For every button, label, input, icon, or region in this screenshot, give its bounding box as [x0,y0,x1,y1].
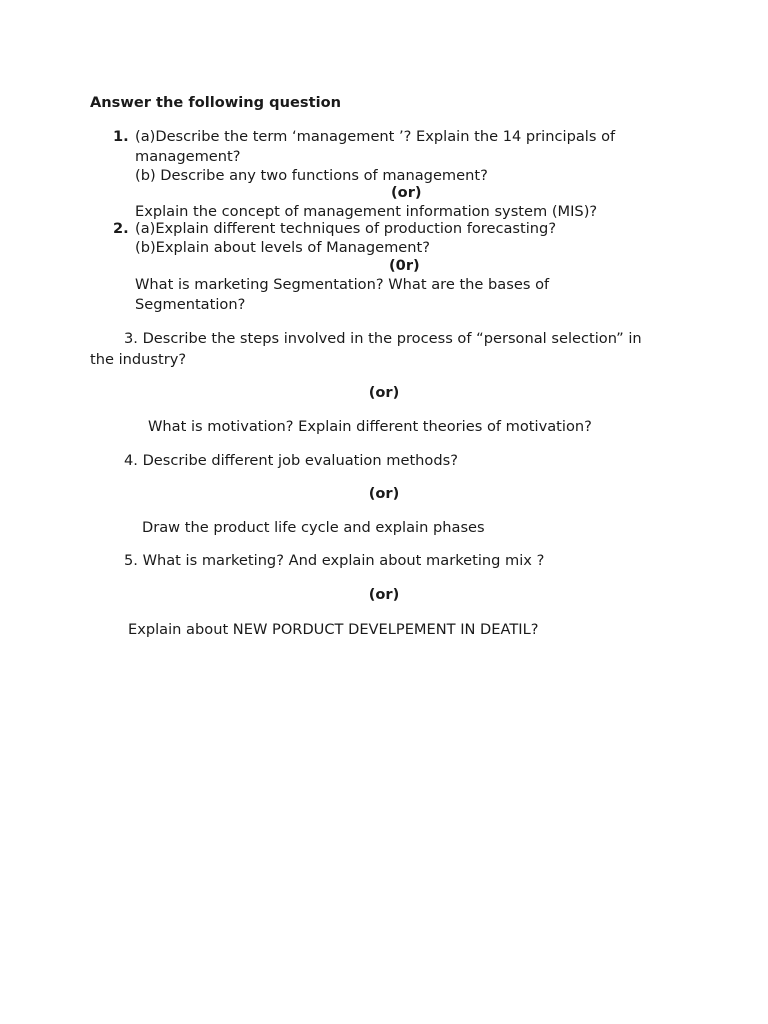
question-2-or: (0r) [389,257,420,274]
question-3-line2: the industry? [90,351,187,368]
question-2-alternative-line2: Segmentation? [135,296,246,313]
question-1a-line2: management? [135,148,241,165]
question-1-or: (or) [391,184,422,201]
page-heading: Answer the following question [90,94,341,111]
question-2-number: 2. [113,220,129,237]
question-4-or: (or) [368,485,400,502]
question-4-alternative: Draw the product life cycle and explain phases [142,519,485,536]
question-2-alternative-line1: What is marketing Segmentation? What are the bases of [135,276,550,293]
question-5-or: (or) [368,586,400,603]
question-5-alternative: Explain about NEW PORDUCT DEVELPEMENT IN DEATIL? [128,621,539,638]
question-2b: (b)Explain about levels of Management? [135,239,430,256]
question-3-or: (or) [368,384,400,401]
question-3-alternative: What is motivation? Explain different theories of motivation? [148,418,592,435]
question-4: 4. Describe different job evaluation methods? [124,452,458,469]
question-3-line1: 3. Describe the steps involved in the process of “personal selection” in [124,330,642,347]
question-2a: (a)Explain different techniques of production forecasting? [135,220,557,237]
question-1-number: 1. [113,128,129,145]
question-1a-line1: (a)Describe the term ‘management ’? Explain the 14 principals of [135,128,616,145]
question-1-alternative: Explain the concept of management information system (MIS)? [135,203,598,220]
question-5: 5. What is marketing? And explain about marketing mix ? [124,552,545,569]
question-1b: (b) Describe any two functions of management? [135,167,488,184]
